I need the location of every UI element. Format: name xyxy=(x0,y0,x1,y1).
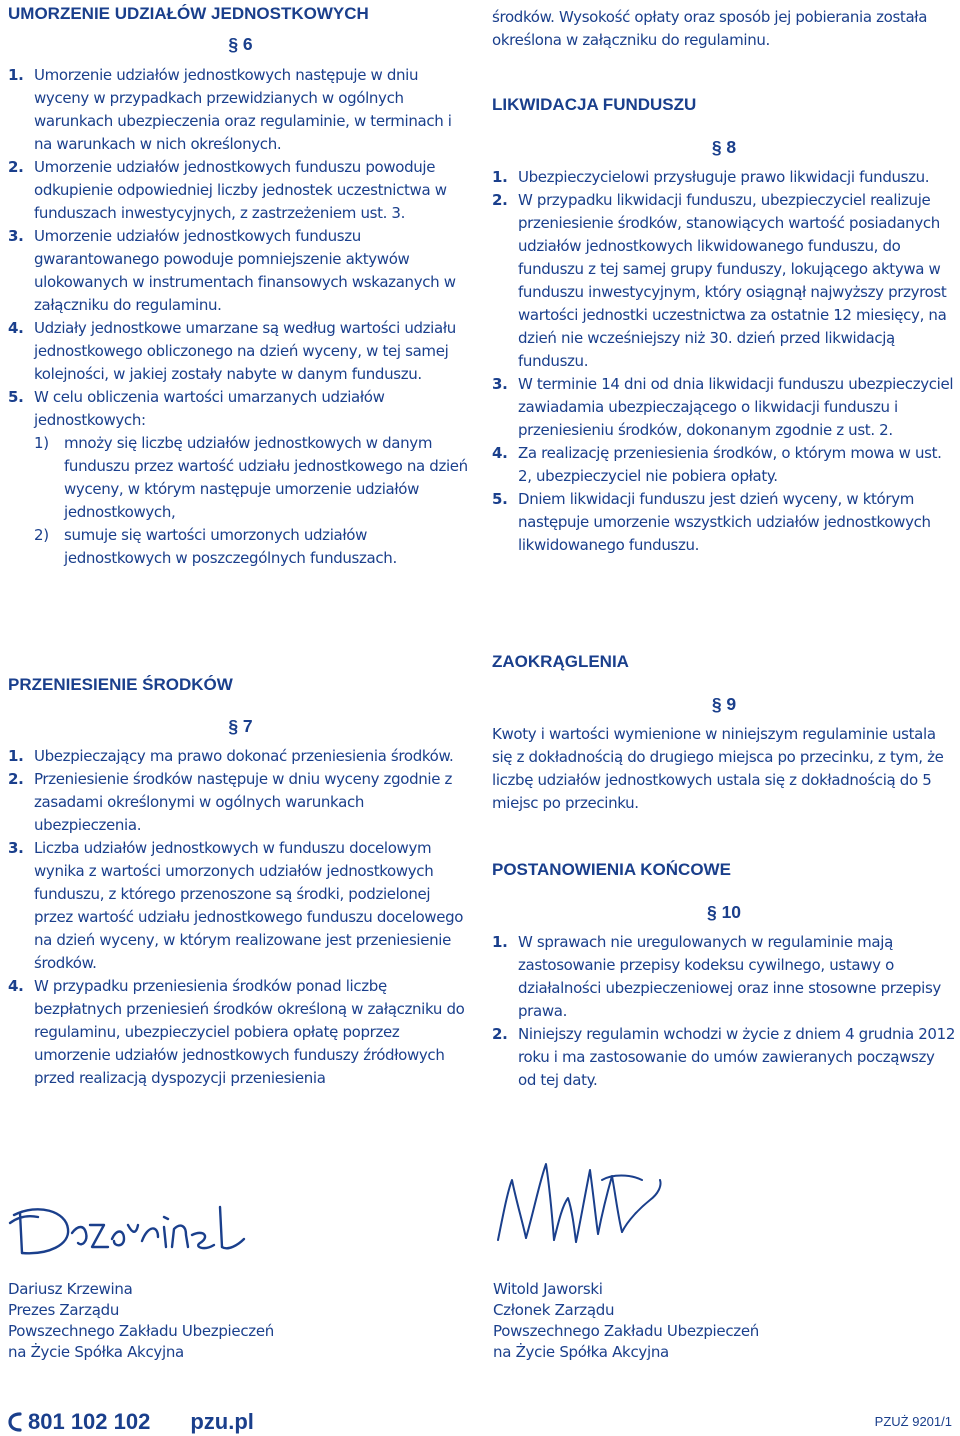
item-number: 1. xyxy=(8,66,24,84)
list-item xyxy=(492,373,956,442)
footer-contact xyxy=(6,1408,254,1436)
signature-image xyxy=(8,1195,248,1265)
section-heading: PRZENIESIENIE ŚRODKÓW xyxy=(8,675,233,694)
item-text: Liczba udziałów jednostkowych w funduszu docelowym wynika z wartości umorzonych udziałów jednostkowych funduszu, z którego przenoszone są środki, podzielonej przez wartość udziału jednostkowego funduszu docelowego na dzień wyceny, w którym realizowane jest przeniesienie środków. xyxy=(34,839,464,972)
item-text: Dniem likwidacji funduszu jest dzień wyceny, w którym następuje umorzenie wszystkich udziałów jednostkowych likwidowanego funduszu. xyxy=(518,490,931,554)
item-number: 5. xyxy=(492,490,508,508)
section-heading: ZAOKRĄGLENIA xyxy=(492,652,629,671)
continuation-paragraph: środków. Wysokość opłaty oraz sposób jej pobierania została określona w załączniku do regulaminu. xyxy=(492,8,928,49)
document-code: PZUŻ 9201/1 xyxy=(874,1414,952,1429)
list-item xyxy=(8,768,473,837)
list-item xyxy=(8,64,473,156)
section-postanowienia xyxy=(492,858,956,1092)
section-heading: UMORZENIE UDZIAŁÓW JEDNOSTKOWYCH xyxy=(8,4,369,23)
list-item xyxy=(8,975,473,1090)
item-text: Umorzenie udziałów jednostkowych funduszu powoduje odkupienie odpowiedniej liczby jednostek uczestnictwa w funduszach inwestycyjnych, z zastrzeżeniem ust. 3. xyxy=(34,158,447,222)
continuation-text xyxy=(492,6,956,52)
sub-item-text: mnoży się liczbę udziałów jednostkowych w danym funduszu przez wartość udziału jednostkowego na dzień wyceny, w którym następuje umorzenie udziałów jednostkowych, xyxy=(64,434,468,521)
list-item xyxy=(492,166,956,189)
item-number: 1. xyxy=(492,168,508,186)
list-item xyxy=(492,488,956,557)
phone-icon xyxy=(6,1412,22,1432)
item-text: Umorzenie udziałów jednostkowych funduszu gwarantowanego powoduje pomniejszenie aktywów ulokowanych w instrumentach finansowych wskazanych w załączniku do regulaminu. xyxy=(34,227,456,314)
item-number: 1. xyxy=(8,747,24,765)
section-umorzenie xyxy=(8,2,473,570)
sub-item-number: 2) xyxy=(34,526,49,544)
item-number: 2. xyxy=(8,158,24,176)
item-text: W sprawach nie uregulowanych w regulaminie mają zastosowanie przepisy kodeksu cywilnego, ustawy o działalności ubezpieczeniowej oraz inne stosowne przepisy prawa. xyxy=(518,933,941,1020)
signature-image xyxy=(492,1150,667,1260)
item-number: 5. xyxy=(8,388,24,406)
item-number: 3. xyxy=(492,375,508,393)
paragraph-mark: § 7 xyxy=(228,716,253,736)
signatory-organization: na Życie Spółka Akcyjna xyxy=(493,1343,669,1361)
list-item xyxy=(492,931,956,1023)
list-item xyxy=(8,745,473,768)
item-number: 2. xyxy=(492,1025,508,1043)
paragraph-mark: § 6 xyxy=(228,34,253,54)
item-number: 1. xyxy=(492,933,508,951)
signatory-role: Prezes Zarządu xyxy=(8,1301,120,1319)
item-text: Umorzenie udziałów jednostkowych następuje w dniu wyceny w przypadkach przewidzianych w ogólnych warunkach ubezpieczenia oraz regulaminie, w terminach i na warunkach w nich określonych. xyxy=(34,66,452,153)
item-text: W przypadku likwidacji funduszu, ubezpieczyciel realizuje przeniesienie środków, stanowiących wartość posiadanych udziałów jednostkowych likwidowanego funduszu, do funduszu z tej samej grupy funduszy, lokującego aktywa w funduszu inwestycyjnym, który osiągnął najwyższy przyrost wartości jednostki uczestnictwa za ostatnie 12 miesięcy, na dzień nie wcześniejszy niż 30. dzień przed likwidacją funduszu. xyxy=(518,191,947,370)
signature-caption-left xyxy=(8,1279,274,1363)
item-number: 2. xyxy=(8,770,24,788)
list-item xyxy=(8,225,473,317)
item-number: 4. xyxy=(8,319,24,337)
signatory-organization: na Życie Spółka Akcyjna xyxy=(8,1343,184,1361)
item-number: 4. xyxy=(492,444,508,462)
signatory-organization: Powszechnego Zakładu Ubezpieczeń xyxy=(493,1322,760,1340)
item-number: 3. xyxy=(8,227,24,245)
item-text: Ubezpieczycielowi przysługuje prawo likwidacji funduszu. xyxy=(518,168,930,186)
item-number: 3. xyxy=(8,839,24,857)
section-przeniesienie xyxy=(8,673,473,1090)
phone-number: 801 102 102 xyxy=(28,1409,151,1434)
item-text: W terminie 14 dni od dnia likwidacji funduszu ubezpieczyciel zawiadamia ubezpieczającego o likwidacji funduszu i przeniesieniu środków, dokonanym zgodnie z ust. 2. xyxy=(518,375,954,439)
list-item xyxy=(8,386,473,570)
signatory-name: Dariusz Krzewina xyxy=(8,1280,133,1298)
section-heading: POSTANOWIENIA KOŃCOWE xyxy=(492,860,731,879)
item-text: Za realizację przeniesienia środków, o którym mowa w ust. 2, ubezpieczyciel nie pobiera opłaty. xyxy=(518,444,942,485)
item-number: 2. xyxy=(492,191,508,209)
list-item xyxy=(492,442,956,488)
sub-item-number: 1) xyxy=(34,434,49,452)
sub-item-text: sumuje się wartości umorzonych udziałów jednostkowych w poszczególnych funduszach. xyxy=(64,526,397,567)
section-heading: LIKWIDACJA FUNDUSZU xyxy=(492,95,697,114)
signatory-name: Witold Jaworski xyxy=(493,1280,603,1298)
paragraph-mark: § 10 xyxy=(706,902,742,922)
item-text: Ubezpieczający ma prawo dokonać przeniesienia środków. xyxy=(34,747,454,765)
signatory-role: Członek Zarządu xyxy=(493,1301,615,1319)
signature-caption-right xyxy=(493,1279,759,1363)
item-text: Udziały jednostkowe umarzane są według wartości udziału jednostkowego obliczonego na dzień wyceny, w tej samej kolejności, w jakiej zostały nabyte w danym funduszu. xyxy=(34,319,456,383)
section-text: Kwoty i wartości wymienione w niniejszym regulaminie ustala się z dokładnością do drugiego miejsca po przecinku, z tym, że liczbę udziałów jednostkowych ustala się z dokładnością do 5 miejsc po przecinku. xyxy=(492,725,944,812)
website-link[interactable]: pzu.pl xyxy=(190,1409,254,1434)
section-zaokraglenia xyxy=(492,650,956,815)
list-item xyxy=(8,156,473,225)
list-item xyxy=(8,317,473,386)
list-item xyxy=(492,1023,956,1092)
paragraph-mark: § 9 xyxy=(711,694,737,714)
signatory-organization: Powszechnego Zakładu Ubezpieczeń xyxy=(8,1322,275,1340)
sub-item xyxy=(34,524,473,570)
list-item xyxy=(492,189,956,373)
item-text: W celu obliczenia wartości umarzanych udziałów jednostkowych: xyxy=(34,388,385,429)
list-item xyxy=(8,837,473,975)
paragraph-mark: § 8 xyxy=(711,137,737,157)
section-likwidacja xyxy=(492,93,956,557)
item-number: 4. xyxy=(8,977,24,995)
item-text: W przypadku przeniesienia środków ponad liczbę bezpłatnych przeniesień środków określoną w załączniku do regulaminu, ubezpieczyciel pobiera opłatę poprzez umorzenie udziałów jednostkowych funduszy źródłowych przed realizacją dyspozycji przeniesienia xyxy=(34,977,465,1087)
item-text: Niniejszy regulamin wchodzi w życie z dniem 4 grudnia 2012 roku i ma zastosowanie do umów zawieranych począwszy od tej daty. xyxy=(518,1025,956,1089)
item-text: Przeniesienie środków następuje w dniu wyceny zgodnie z zasadami określonymi w ogólnych warunkach ubezpieczenia. xyxy=(34,770,453,834)
sub-item xyxy=(34,432,473,524)
